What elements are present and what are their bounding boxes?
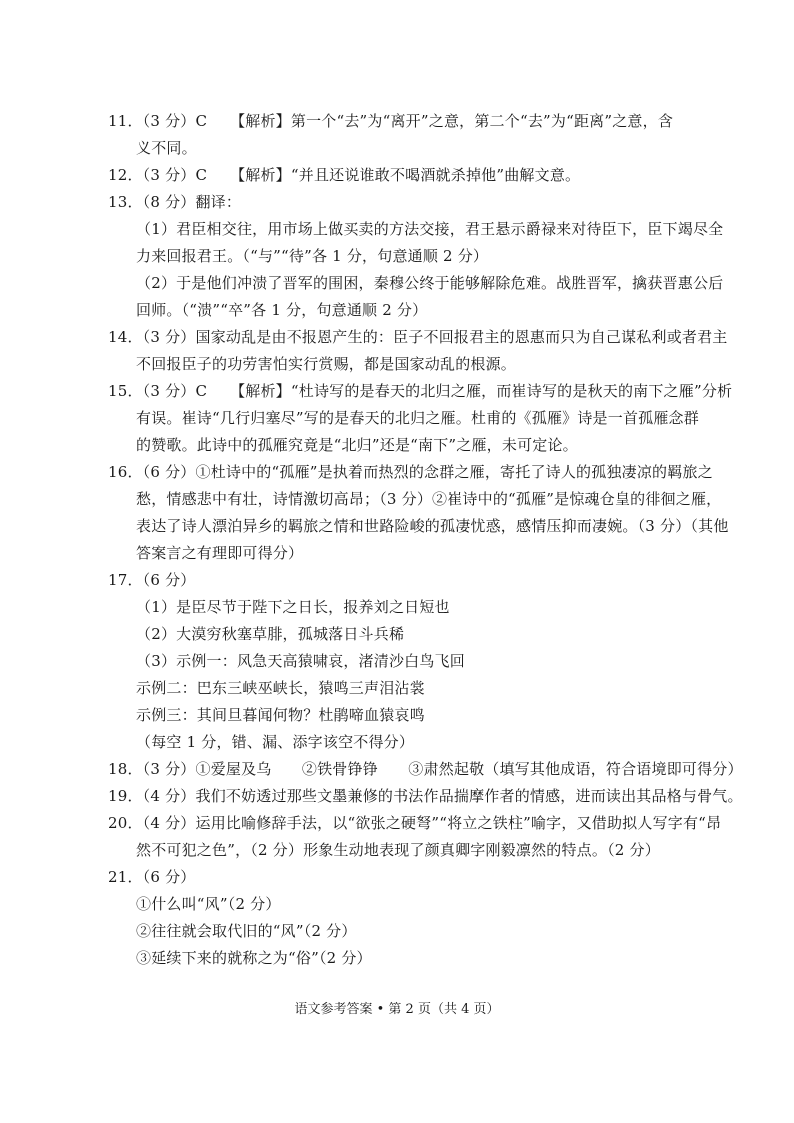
- answer-line: 不回报臣子的功劳害怕实行赏赐，都是国家动乱的根源。: [136, 355, 517, 373]
- answer-line: 15．（3 分）C 【解析】“杜诗写的是春天的北归之雁，而崔诗写的是秋天的南下之雁”分析: [108, 382, 733, 400]
- answer-line: 答案言之有理即可得分）: [136, 544, 304, 562]
- answer-line: （每空 1 分，错、漏、添字该空不得分）: [136, 733, 415, 751]
- answer-line: ②往往就会取代旧的“风”（2 分）: [136, 922, 357, 940]
- answer-line: 有误。崔诗“几行归塞尽”写的是春天的北归之雁。杜甫的《孤雁》诗是一首孤雁念群: [136, 409, 699, 427]
- answer-line: 的赞歌。此诗中的孤雁究竟是“北归”还是“南下”之雁，未可定论。: [136, 436, 578, 454]
- page-footer: 语文参考答案 • 第 2 页（共 4 页）: [294, 1002, 500, 1017]
- answer-line: 13．（8 分）翻译：: [108, 193, 242, 211]
- answer-line: ①什么叫“风”（2 分）: [136, 895, 281, 913]
- answer-line: 20．（4 分）运用比喻修辞手法，以“欲张之硬弩”“将立之铁柱”喻字，又借助拟人写字有“昂: [108, 814, 722, 832]
- answer-line: 18．（3 分）①爱屋及乌 ②铁骨铮铮 ③肃然起敬（填写其他成语，符合语境即可得分）: [108, 760, 743, 778]
- answer-line: 14．（3 分）国家动乱是由不报恩产生的：臣子不回报君主的恩惠而只为自己谋私利或者君主: [108, 328, 728, 346]
- answer-line: 16．（6 分）①杜诗中的“孤雁”是执着而热烈的念群之雁，寄托了诗人的孤独凄凉的羁旅之: [108, 463, 713, 481]
- answer-line: 然不可犯之色”，（2 分）形象生动地表现了颜真卿字刚毅凛然的特点。（2 分）: [136, 841, 660, 859]
- answer-line: （1）是臣尽节于陛下之日长，报养刘之日短也: [136, 598, 450, 616]
- answer-line: 21．（6 分）: [108, 868, 196, 886]
- answer-line: （2）大漠穷秋塞草腓，孤城落日斗兵稀: [136, 625, 405, 643]
- answer-line: 12．（3 分）C 【解析】“并且还说谁敢不喝酒就杀掉他”曲解文意。: [108, 166, 581, 184]
- answer-line: 17．（6 分）: [108, 571, 196, 589]
- answer-line: 愁，情感悲中有壮，诗情激切高昂；（3 分）②崔诗中的“孤雁”是惊魂仓皇的徘徊之雁，: [136, 490, 722, 508]
- answer-line: 表达了诗人漂泊异乡的羁旅之情和世路险峻的孤凄忧惑，感情压抑而凄婉。（3 分）（其他: [136, 517, 729, 535]
- answer-line: 示例二：巴东三峡巫峡长，猿鸣三声泪沾裳: [136, 679, 425, 697]
- answer-line: 义不同。: [136, 139, 197, 157]
- answer-line: 19．（4 分）我们不妨透过那些文墨兼修的书法作品揣摩作者的情感，进而读出其品格与骨气。: [108, 787, 743, 805]
- answer-line: （3）示例一：风急天高猿啸哀，渚清沙白鸟飞回: [136, 652, 465, 670]
- answer-line: （2）于是他们冲溃了晋军的围困，秦穆公终于能够解除危难。战胜晋军，擒获晋惠公后: [136, 274, 724, 292]
- answer-line: 力来回报君王。（“与”“待”各 1 分，句意通顺 2 分）: [136, 247, 489, 265]
- answer-line: 回师。（“溃”“卒”各 1 分，句意通顺 2 分）: [136, 301, 428, 319]
- answer-line: （1）君臣相交往，用市场上做买卖的方法交接，君王悬示爵禄来对待臣下，臣下竭尽全: [136, 220, 724, 238]
- answer-line: 11．（3 分）C 【解析】第一个“去”为“离开”之意，第二个“去”为“距离”之意，含: [108, 112, 674, 130]
- answer-line: ③延续下来的就称之为“俗”（2 分）: [136, 949, 372, 967]
- answer-line: 示例三：其间旦暮闻何物？杜鹃啼血猿哀鸣: [136, 706, 425, 724]
